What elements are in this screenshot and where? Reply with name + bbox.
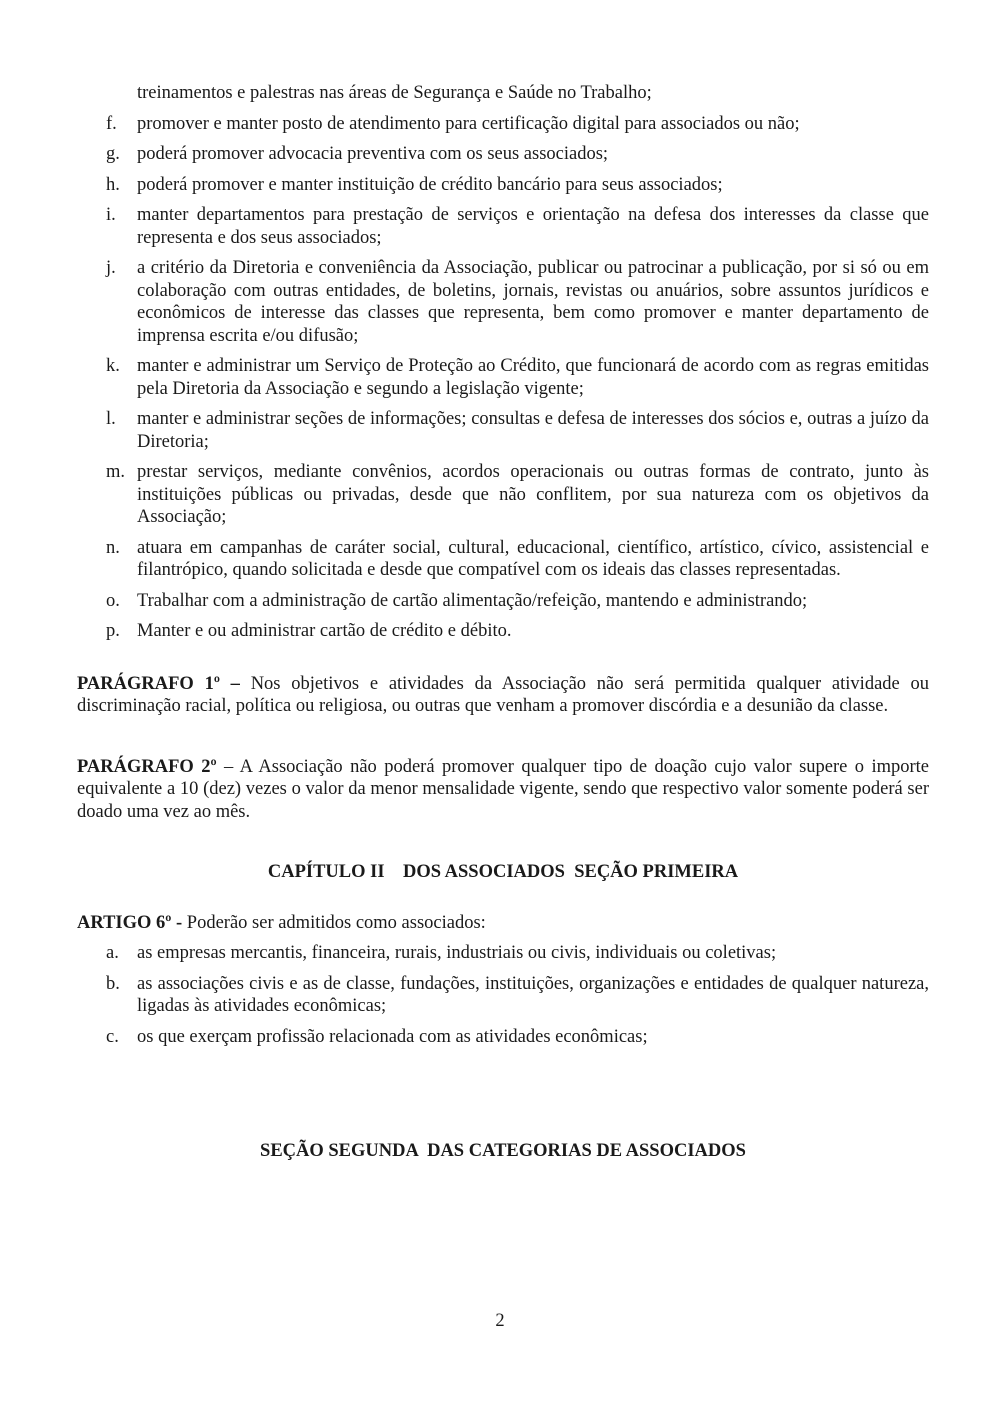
list-marker: l. [106,409,116,429]
list-item-text: Manter e ou administrar cartão de crédito e débito. [137,621,512,641]
list-marker: f. [106,113,117,134]
list-item-text: manter e administrar um Serviço de Proteção ao Crédito, que funcionará de acordo com as regras emitidas pela Diretoria da Associação e segundo a legislação vigente; [137,356,929,399]
list-item [77,942,929,965]
list-marker: h. [106,174,120,195]
list-item [77,620,929,643]
list-marker: m. [106,462,126,482]
list-marker: b. [106,973,120,994]
list-marker: c. [106,1026,119,1047]
list-item [77,257,929,347]
list-item-text: os que exerçam profissão relacionada com as atividades econômicas; [137,1026,648,1047]
paragraph-2-text: – A Associação não poderá promover qualquer tipo de doação cujo valor supere o importe equivalente a 10 (dez) vezes o valor da menor mensalidade vigente, sendo que respectivo valor somente poderá ser doado uma vez ao mês. [77,756,929,822]
article-6-text: Poderão ser admitidos como associados: [182,912,486,933]
list-item [77,113,929,136]
list-item [77,461,929,529]
paragraph-2-label: PARÁGRAFO 2º [77,756,217,777]
objectives-list [77,113,929,643]
list-marker: g. [106,144,120,164]
list-item [77,590,929,613]
list-item-text: prestar serviços, mediante convênios, acordos operacionais ou outras formas de contrato, junto às instituições públicas ou privadas, desde que não conflitem, por sua natureza com os objetivos da Associação; [137,462,929,527]
list-marker: k. [106,356,120,376]
paragraph-1 [77,673,929,718]
continuation-line: treinamentos e palestras nas áreas de Segurança e Saúde no Trabalho; [137,83,652,103]
list-item-text: as associações civis e as de classe, fundações, instituições, organizações e entidades de qualquer natureza, ligadas às atividades econômicas; [137,973,929,1016]
list-item [77,1026,929,1049]
paragraph-1-text: Nos objetivos e atividades da Associação não será permitida qualquer atividade ou discriminação racial, política ou religiosa, ou outras que venham a promover discórdia e a desunião da classe. [77,673,929,716]
list-item-text: manter departamentos para prestação de serviços e orientação na defesa dos interesses da classe que representa e dos seus associados; [137,205,929,248]
list-item-text: poderá promover e manter instituição de crédito bancário para seus associados; [137,174,723,195]
list-marker: a. [106,943,119,963]
chapter-heading: CAPÍTULO II DOS ASSOCIADOS SEÇÃO PRIMEIRA [267,862,739,882]
list-marker: n. [106,537,120,558]
list-marker: i. [106,205,116,225]
article-6 [77,912,929,935]
section-heading: SEÇÃO SEGUNDA DAS CATEGORIAS DE ASSOCIADOS [260,1141,746,1161]
list-item-text: manter e administrar seções de informações; consultas e defesa de interesses dos sócios e, outras a juízo da Diretoria; [137,409,929,452]
list-item-text: as empresas mercantis, financeira, rurais, industriais ou civis, individuais ou coletivas; [137,943,777,963]
list-item-text: Trabalhar com a administração de cartão alimentação/refeição, mantendo e administrando; [137,590,808,611]
list-item-text: atuara em campanhas de caráter social, cultural, educacional, científico, artístico, cívico, assistencial e filantrópico, quando solicitada e desde que compatível com os ideais das classes representadas. [137,537,929,580]
document-page [77,82,929,1163]
page-number: 2 [495,1311,505,1331]
list-item-text: a critério da Diretoria e conveniência da Associação, publicar ou patrocinar a publicação, por si só ou em colaboração com outras entidades, de boletins, jornais, revistas ou anuários, sobre assuntos jurídicos e econômicos de interesse das classes que representa, bem como promover e manter departamento de imprensa escrita e/ou difusão; [137,258,929,346]
list-item [77,174,929,197]
list-item [77,204,929,249]
list-marker: p. [106,621,120,641]
list-marker: o. [106,590,120,611]
associates-list [77,942,929,1048]
list-item-text: promover e manter posto de atendimento para certificação digital para associados ou não; [137,113,800,134]
paragraph-1-label: PARÁGRAFO 1º – [77,673,240,694]
list-marker: j. [106,258,116,278]
list-item [77,355,929,400]
list-item-text: poderá promover advocacia preventiva com os seus associados; [137,144,609,164]
list-item [77,537,929,582]
article-6-label: ARTIGO 6º - [77,912,183,933]
list-item [77,408,929,453]
list-item [77,973,929,1018]
paragraph-2 [77,756,929,824]
list-item [77,143,929,166]
